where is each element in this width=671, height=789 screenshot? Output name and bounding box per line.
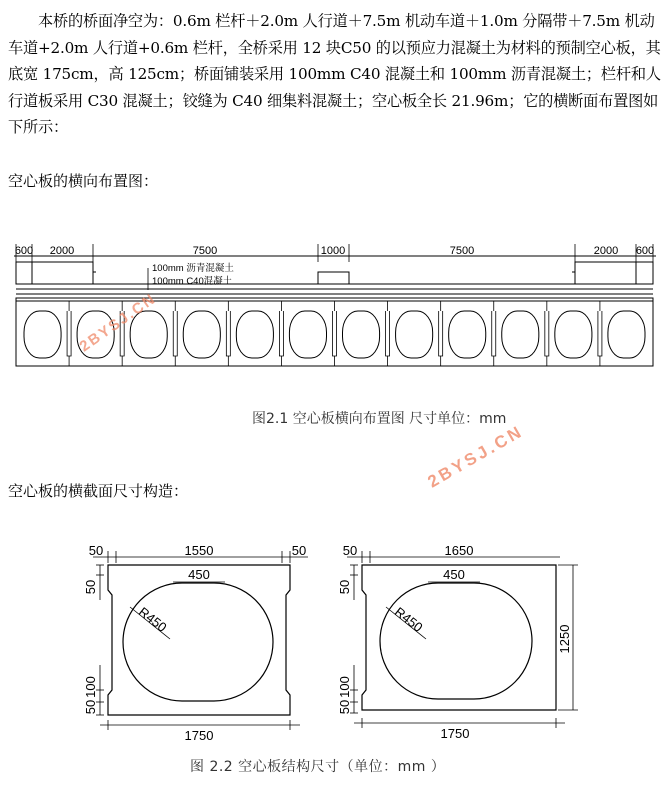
left-inner-dim: 450 bbox=[188, 567, 210, 582]
slab-void bbox=[449, 311, 486, 358]
watermark-2: 2BYSJ.CN bbox=[424, 421, 527, 492]
dim-2000-right: 2000 bbox=[593, 245, 619, 257]
dim-2000-left: 2000 bbox=[49, 245, 75, 257]
intro-paragraph: 本桥的桥面净空为：0.6m 栏杆＋2.0m 人行道＋7.5m 机动车道＋1.0m 分隔带＋7.5m 机动车道+2.0m 人行道+0.6m 栏杆，全桥采用 12 块C50 的以预应力混凝土为材料的预制空心板，其底宽 175cm，高 125cm；桥面铺装采用 100mm C40 混凝土和 100mm 沥青混凝土；栏杆和人行道板采用 C30 混凝土；铰缝为 C40 细集料混凝土；空心板全长 21.96m；它的横断面布置图如下所示： bbox=[8, 12, 661, 136]
left-side-bot-b-dim: 50 bbox=[83, 699, 98, 715]
right-radius-dim: R450 bbox=[391, 603, 426, 635]
section2-heading: 空心板的横截面尺寸构造： bbox=[8, 482, 189, 500]
slab-void bbox=[343, 311, 380, 358]
slab-void bbox=[183, 311, 220, 358]
figure2-caption: 图 2.2 空心板结构尺寸（单位：mm ） bbox=[190, 759, 446, 775]
left-top-left-dim: 50 bbox=[88, 543, 104, 558]
right-top-left-dim: 50 bbox=[342, 543, 358, 558]
slab-joint bbox=[545, 301, 549, 366]
right-inner-dim: 450 bbox=[443, 567, 465, 582]
slab-joint bbox=[492, 301, 496, 366]
dim-600-right: 600 bbox=[635, 245, 655, 257]
slab-joint bbox=[226, 301, 230, 366]
left-bottom-dim: 1750 bbox=[184, 728, 214, 743]
dim-1000: 1000 bbox=[320, 245, 346, 257]
right-top-mid-dim: 1650 bbox=[444, 543, 474, 558]
left-top-mid-dim: 1550 bbox=[184, 543, 214, 558]
slab-joint bbox=[333, 301, 337, 366]
slab-void bbox=[502, 311, 539, 358]
slab-joint bbox=[439, 301, 443, 366]
right-bottom-dim: 1750 bbox=[440, 726, 470, 741]
layer-label-asphalt: 100mm 沥青混凝土 bbox=[152, 263, 234, 274]
slab-joint bbox=[173, 301, 177, 366]
left-radius-dim: R450 bbox=[135, 603, 170, 635]
slab-joint bbox=[67, 301, 71, 366]
slab-void bbox=[608, 311, 645, 358]
slab-void bbox=[236, 311, 273, 358]
left-side-top-dim: 50 bbox=[83, 579, 98, 595]
section1-heading: 空心板的横向布置图： bbox=[8, 172, 159, 190]
slab-joint bbox=[279, 301, 283, 366]
left-side-bot-a-dim: 100 bbox=[83, 676, 98, 698]
slab-joint bbox=[598, 301, 602, 366]
slab-joint bbox=[386, 301, 390, 366]
slab-void bbox=[289, 311, 326, 358]
dim-7500-right: 7500 bbox=[449, 245, 475, 257]
slab-void bbox=[24, 311, 61, 358]
slab-void bbox=[555, 311, 592, 358]
cross-section-figure bbox=[0, 535, 671, 765]
left-top-right-dim: 50 bbox=[291, 543, 307, 558]
watermark-1: 2BYSJ.CN bbox=[76, 290, 160, 356]
dim-600-left: 600 bbox=[14, 245, 34, 257]
right-side-bot-a-dim: 100 bbox=[337, 676, 352, 698]
layer-label-c40: 100mm C40混凝土 bbox=[152, 276, 233, 287]
right-side-bot-b-dim: 50 bbox=[337, 699, 352, 715]
right-side-top-dim: 50 bbox=[337, 579, 352, 595]
transverse-layout-figure bbox=[0, 0, 671, 380]
figure1-caption: 图2.1 空心板横向布置图 尺寸单位：mm bbox=[252, 411, 507, 427]
right-height-dim: 1250 bbox=[557, 624, 572, 654]
dim-7500-left: 7500 bbox=[192, 245, 218, 257]
slab-void bbox=[396, 311, 433, 358]
